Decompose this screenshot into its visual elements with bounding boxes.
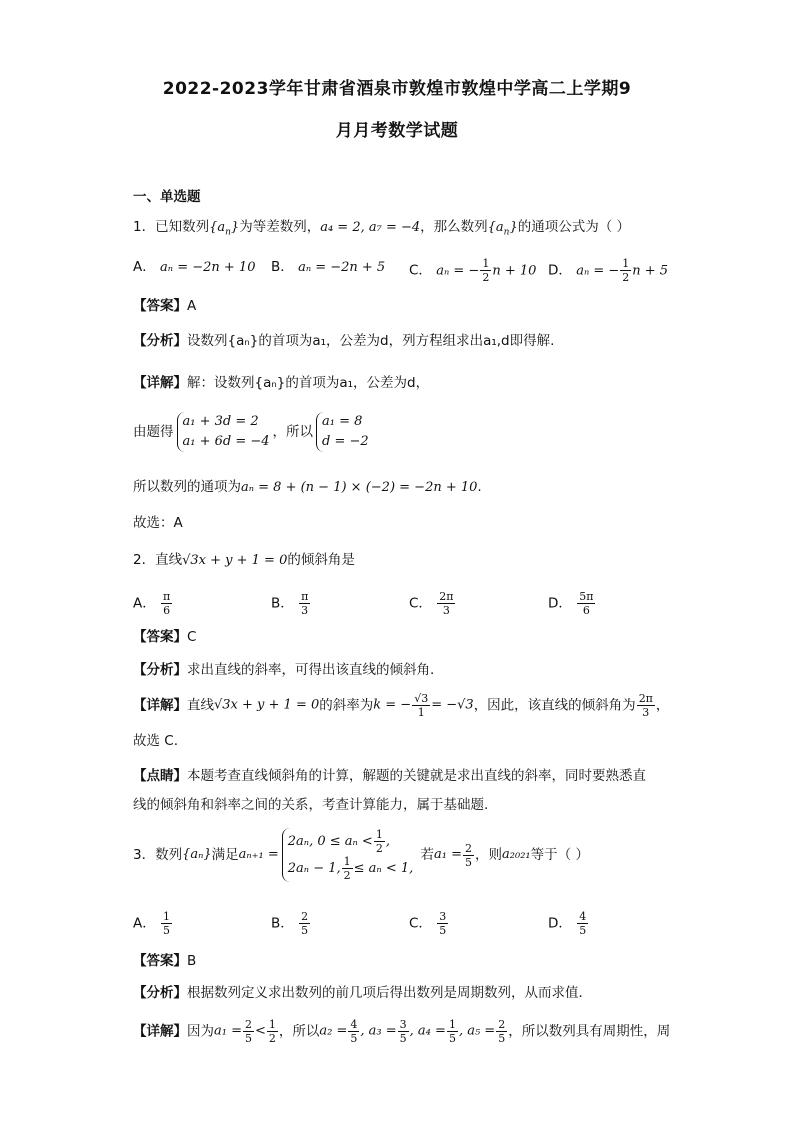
q2-option-b: B． $\frac{\pi}{3}$ xyxy=(271,590,309,617)
page-title-line2: 月月考数学试题 xyxy=(335,121,459,141)
q3-option-b: B． $\frac{2}{5}$ xyxy=(271,910,309,937)
q1-equation-system: 由题得 a₁ + 3d = 2 a₁ + 6d = −4 ，所以 a₁ = 8 d = −2 xyxy=(133,412,372,452)
q2-comment-line2: 线的倾斜角和斜率之间的关系，考查计算能力，属于基础题. xyxy=(133,797,489,813)
q2-comment-line1: 【点睛】本题考查直线倾斜角的计算，解题的关键就是求出直线的斜率，同时要熟悉直 xyxy=(133,768,646,784)
page-title-line1: 2022-2023学年甘肃省酒泉市敦煌市敦煌中学高二上学期9 xyxy=(162,79,632,99)
q2-analysis: 【分析】求出直线的斜率，可得出该直线的倾斜角. xyxy=(133,662,435,678)
q1-option-c: C． aₙ = − $\frac{1}{2}$ n + 10 xyxy=(409,257,537,284)
q1-detail: 【详解】解：设数列{aₙ}的首项为a₁，公差为d， xyxy=(133,375,430,391)
q2-option-d: D． $\frac{5\pi}{6}$ xyxy=(548,590,594,617)
q3-stem: 3．数列{aₙ}满足aₙ₊₁ = 2aₙ, 0 ≤ aₙ < $\frac{1}{2}$ , 2aₙ − 1, $\frac{1}{2}$ ≤ aₙ < 1, 若a₁ = $\frac{2}{5}$ ，则a₂₀₂₁等于（ ） xyxy=(133,828,589,882)
q3-detail: 【详解】因为a₁ = $\frac{2}{5}$ < $\frac{1}{2}$ ，所以a₂ = $\frac{4}{5}$ , a₃ = $\frac{3}{5}$ , a₄ = $\frac{1}{5}$ , a₅ = $\frac{2}{5}$ ，所以数列具有周期性，周 xyxy=(133,1018,671,1045)
q3-answer: 【答案】B xyxy=(133,953,197,969)
q2-detail: 【详解】直线√3x + y + 1 = 0的斜率为k = − $\frac{√3}{1}$ = −√3，因此，该直线的倾斜角为 $\frac{2\pi}{3}$ ， xyxy=(133,692,670,719)
q1-conclusion: 故选：A xyxy=(133,515,183,531)
q2-answer: 【答案】C xyxy=(133,629,197,645)
q3-analysis: 【分析】根据数列定义求出数列的前几项后得出数列是周期数列，从而求值． xyxy=(133,985,592,1001)
q1-option-a: A． aₙ = −2n + 10 xyxy=(133,259,256,275)
q1-stem: 1．已知数列$\{a_n\}$为等差数列，a₄ = 2, a₇ = −4，那么数列$\{a_n\}$的通项公式为（ ） xyxy=(133,219,631,238)
q1-option-d: D． aₙ = − $\frac{1}{2}$ n + 5 xyxy=(548,257,669,284)
q3-option-a: A． $\frac{1}{5}$ xyxy=(133,910,171,937)
q2-conclusion: 故选 C. xyxy=(133,733,179,749)
q1-analysis: 【分析】设数列{aₙ}的首项为a₁，公差为d，列方程组求出a₁,d即得解. xyxy=(133,333,555,349)
q2-option-c: C． $\frac{2\pi}{3}$ xyxy=(409,590,454,617)
section-heading: 一、单选题 xyxy=(133,189,201,205)
q1-option-b: B． aₙ = −2n + 5 xyxy=(271,259,386,275)
q1-answer: 【答案】A xyxy=(133,298,197,314)
q3-option-d: D． $\frac{4}{5}$ xyxy=(548,910,587,937)
q2-option-a: A． $\frac{\pi}{6}$ xyxy=(133,590,171,617)
q3-option-c: C． $\frac{3}{5}$ xyxy=(409,910,447,937)
q1-general-term: 所以数列的通项为aₙ = 8 + (n − 1) × (−2) = −2n + 10. xyxy=(133,479,482,495)
q2-stem: 2．直线√3x + y + 1 = 0的倾斜角是 xyxy=(133,552,355,568)
